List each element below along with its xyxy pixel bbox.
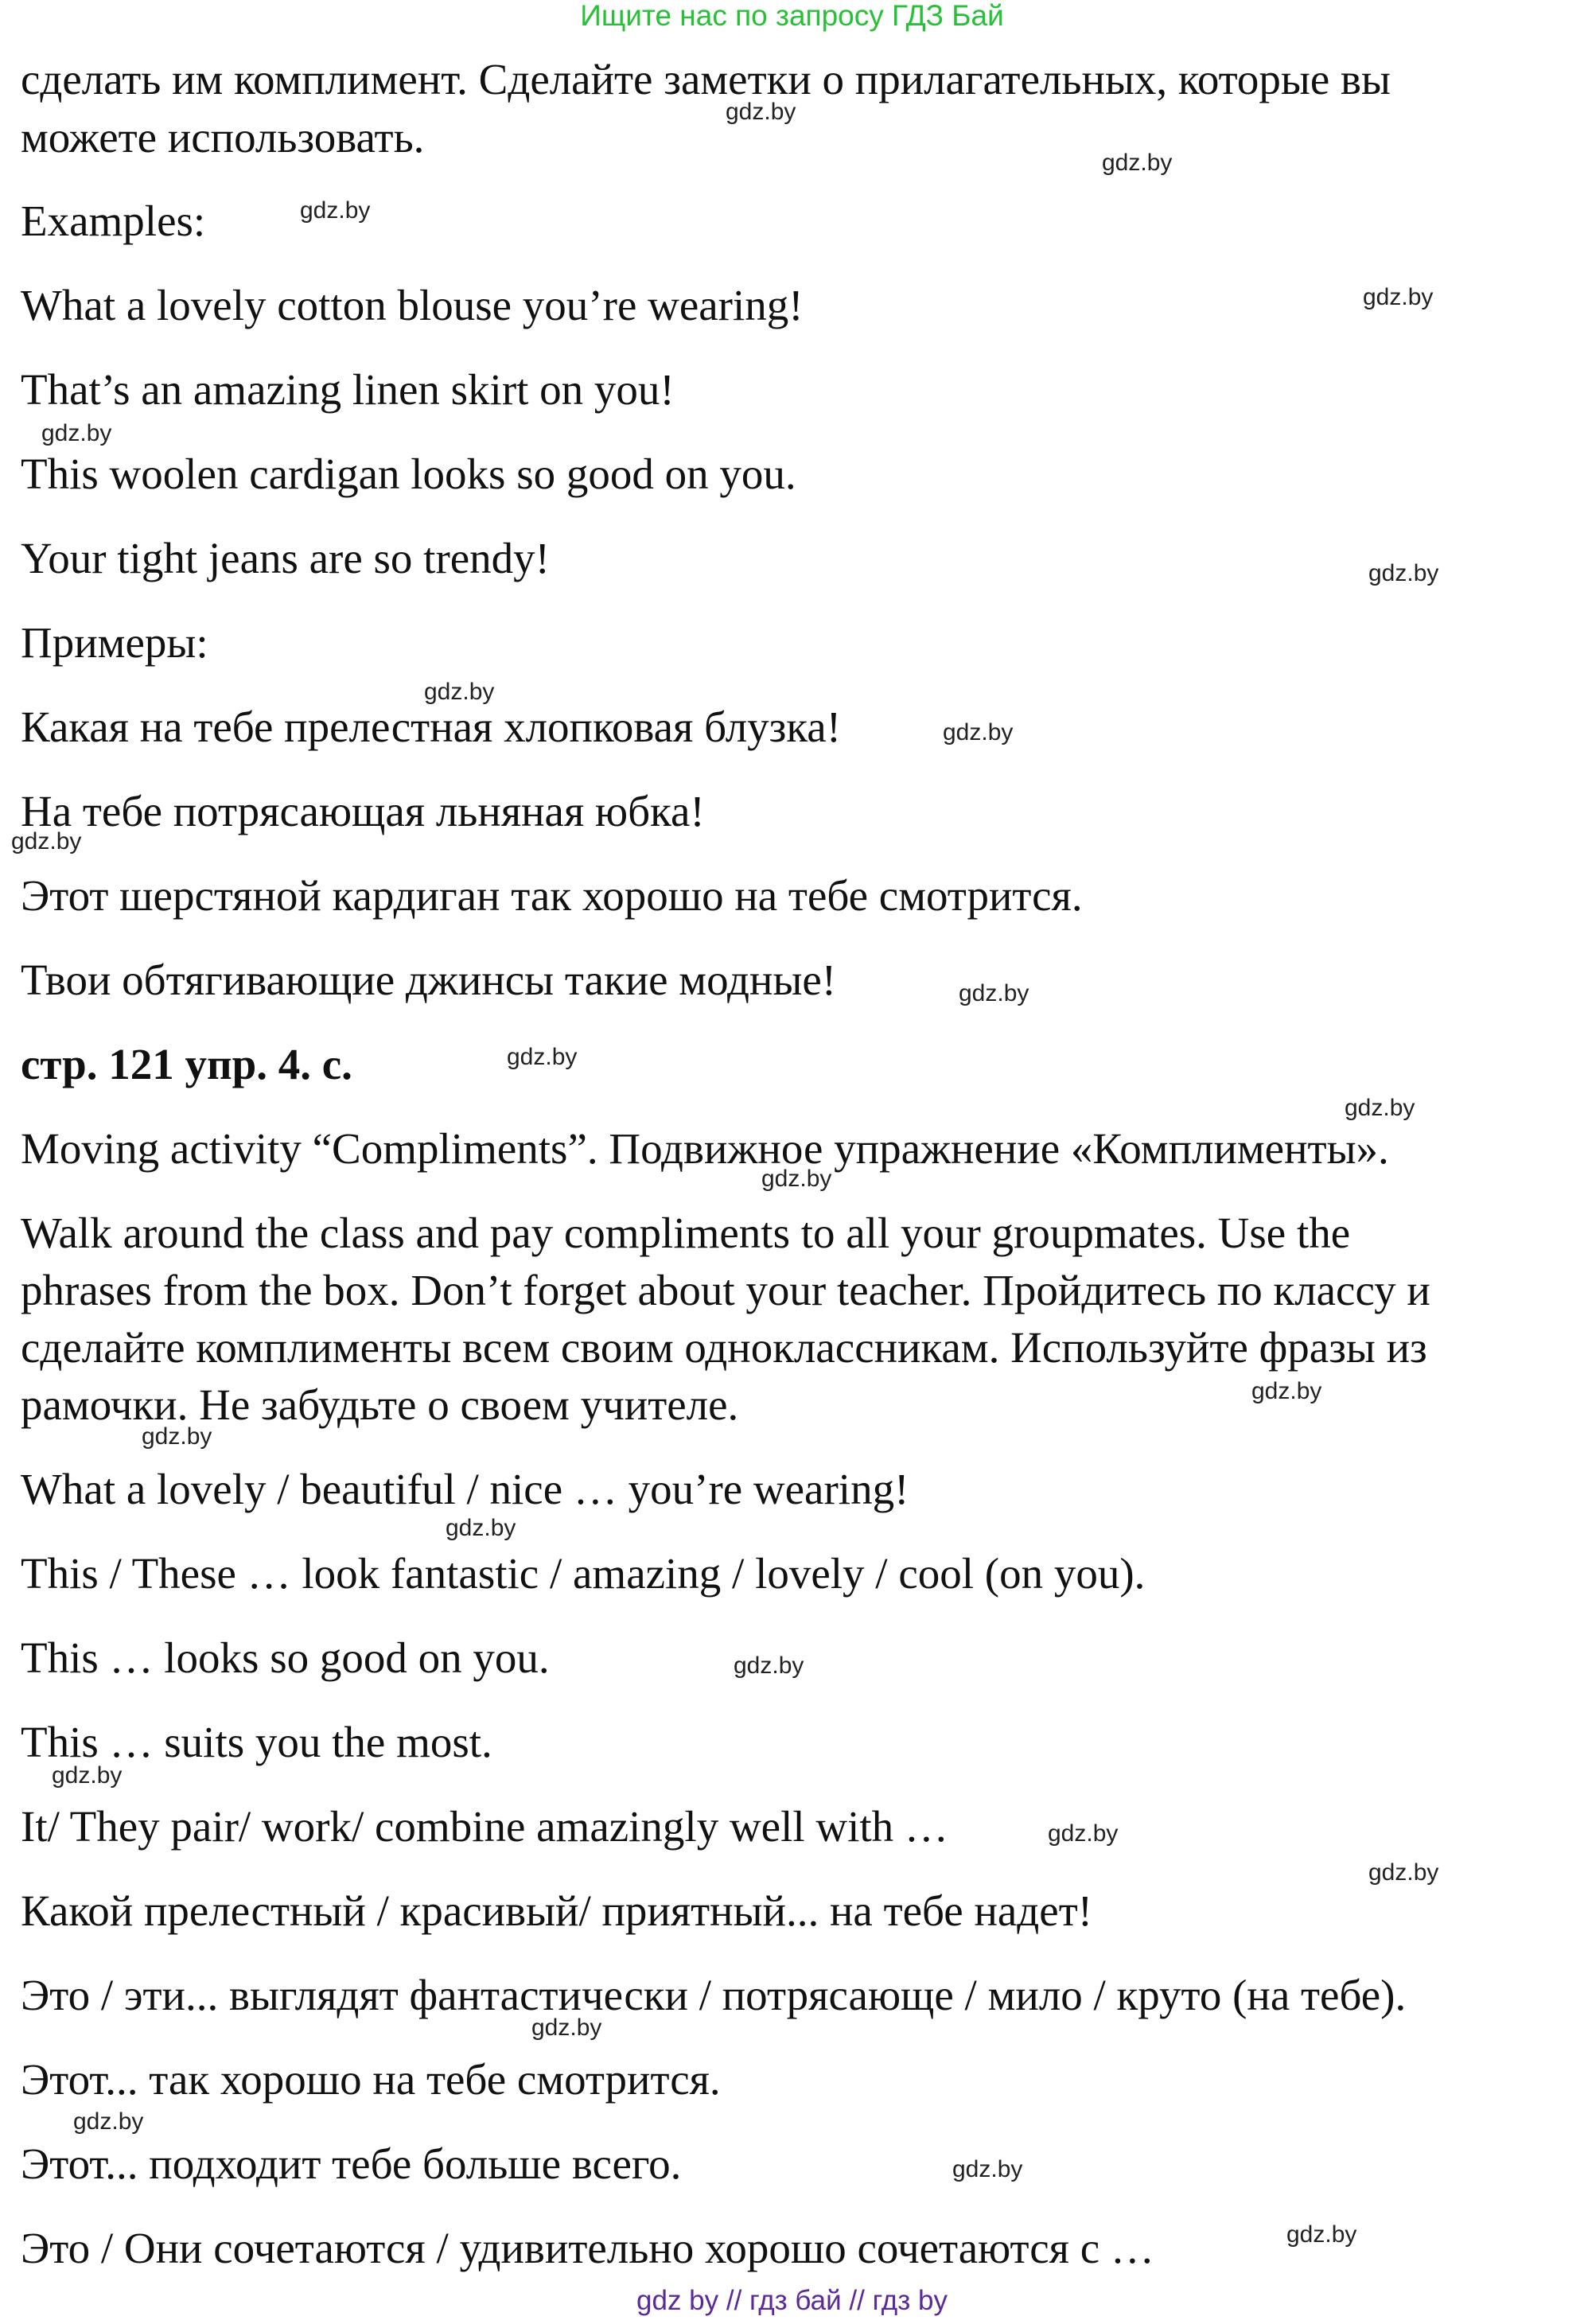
search-hint-banner: Ищите нас по запросу ГДЗ Бай	[580, 0, 1004, 32]
watermark: gdz.by	[1368, 1859, 1439, 1886]
watermark: gdz.by	[1345, 1095, 1415, 1121]
watermark: gdz.by	[761, 1166, 832, 1192]
phrase-line: Этот... подходит тебе больше всего.	[21, 2139, 682, 2188]
watermark: gdz.by	[1368, 560, 1439, 586]
watermark: gdz.by	[446, 1515, 516, 1541]
watermark: gdz.by	[1286, 2221, 1357, 2248]
examples-heading-ru: Примеры:	[21, 618, 208, 667]
watermark: gdz.by	[1251, 1378, 1322, 1404]
phrase-line: Какой прелестный / красивый/ приятный... на тебе надет!	[21, 1886, 1093, 1935]
text-line: Какая на тебе прелестная хлопковая блузка!	[21, 703, 842, 751]
text-line: На тебе потрясающая льняная юбка!	[21, 787, 705, 835]
watermark: gdz.by	[943, 719, 1014, 745]
watermark: gdz.by	[424, 679, 495, 705]
watermark: gdz.by	[300, 197, 371, 224]
phrase-line: What a lovely / beautiful / nice … you’re wearing!	[21, 1465, 909, 1513]
watermark: gdz.by	[142, 1423, 212, 1450]
text-line: phrases from the box. Don’t forget about your teacher. Пройдитесь по классу и	[21, 1266, 1430, 1314]
watermark: gdz.by	[507, 1044, 578, 1070]
text-line: Your tight jeans are so trendy!	[21, 534, 550, 582]
text-line: рамочки. Не забудьте о своем учителе.	[21, 1380, 739, 1429]
text-line: That’s an amazing linen skirt on you!	[21, 365, 675, 414]
examples-heading: Examples:	[21, 197, 206, 245]
text-line: сделайте комплименты всем своим одноклассникам. Используйте фразы из	[21, 1323, 1427, 1372]
phrase-line: This / These … look fantastic / amazing / lovely / cool (on you).	[21, 1549, 1146, 1598]
phrase-line: It/ They pair/ work/ combine amazingly well with …	[21, 1802, 948, 1851]
phrase-line: Это / Они сочетаются / удивительно хорошо сочетаются с …	[21, 2224, 1154, 2272]
watermark: gdz.by	[531, 2015, 602, 2041]
phrase-line: This … suits you the most.	[21, 1718, 492, 1766]
watermark: gdz.by	[73, 2108, 144, 2135]
site-footer: gdz by // гдз бай // гдз by	[636, 2285, 948, 2316]
text-line: сделать им комплимент. Сделайте заметки о прилагательных, которые вы	[21, 55, 1391, 103]
text-line: This woolen cardigan looks so good on you.	[21, 450, 796, 498]
watermark: gdz.by	[959, 980, 1029, 1006]
watermark: gdz.by	[952, 2156, 1023, 2182]
watermark: gdz.by	[11, 828, 82, 854]
text-line: можете использовать.	[21, 113, 425, 162]
phrase-line: This … looks so good on you.	[21, 1633, 550, 1682]
watermark: gdz.by	[726, 99, 796, 125]
watermark: gdz.by	[734, 1652, 804, 1679]
text-line: Moving activity “Compliments”. Подвижное упражнение «Комплименты».	[21, 1124, 1389, 1173]
watermark: gdz.by	[41, 420, 112, 446]
text-line: What a lovely cotton blouse you’re wearing!	[21, 281, 804, 329]
watermark: gdz.by	[1102, 150, 1173, 176]
text-line: Твои обтягивающие джинсы такие модные!	[21, 956, 837, 1004]
text-line: Этот шерстяной кардиган так хорошо на тебе смотрится.	[21, 871, 1083, 920]
watermark: gdz.by	[1048, 1820, 1119, 1847]
phrase-line: Это / эти... выглядят фантастически / потрясающе / мило / круто (на тебе).	[21, 1971, 1407, 2019]
watermark: gdz.by	[1363, 284, 1434, 310]
watermark: gdz.by	[52, 1762, 123, 1789]
text-line: Walk around the class and pay compliments to all your groupmates. Use the	[21, 1209, 1351, 1257]
phrase-line: Этот... так хорошо на тебе смотрится.	[21, 2055, 721, 2104]
exercise-heading: стр. 121 упр. 4. с.	[21, 1040, 352, 1088]
